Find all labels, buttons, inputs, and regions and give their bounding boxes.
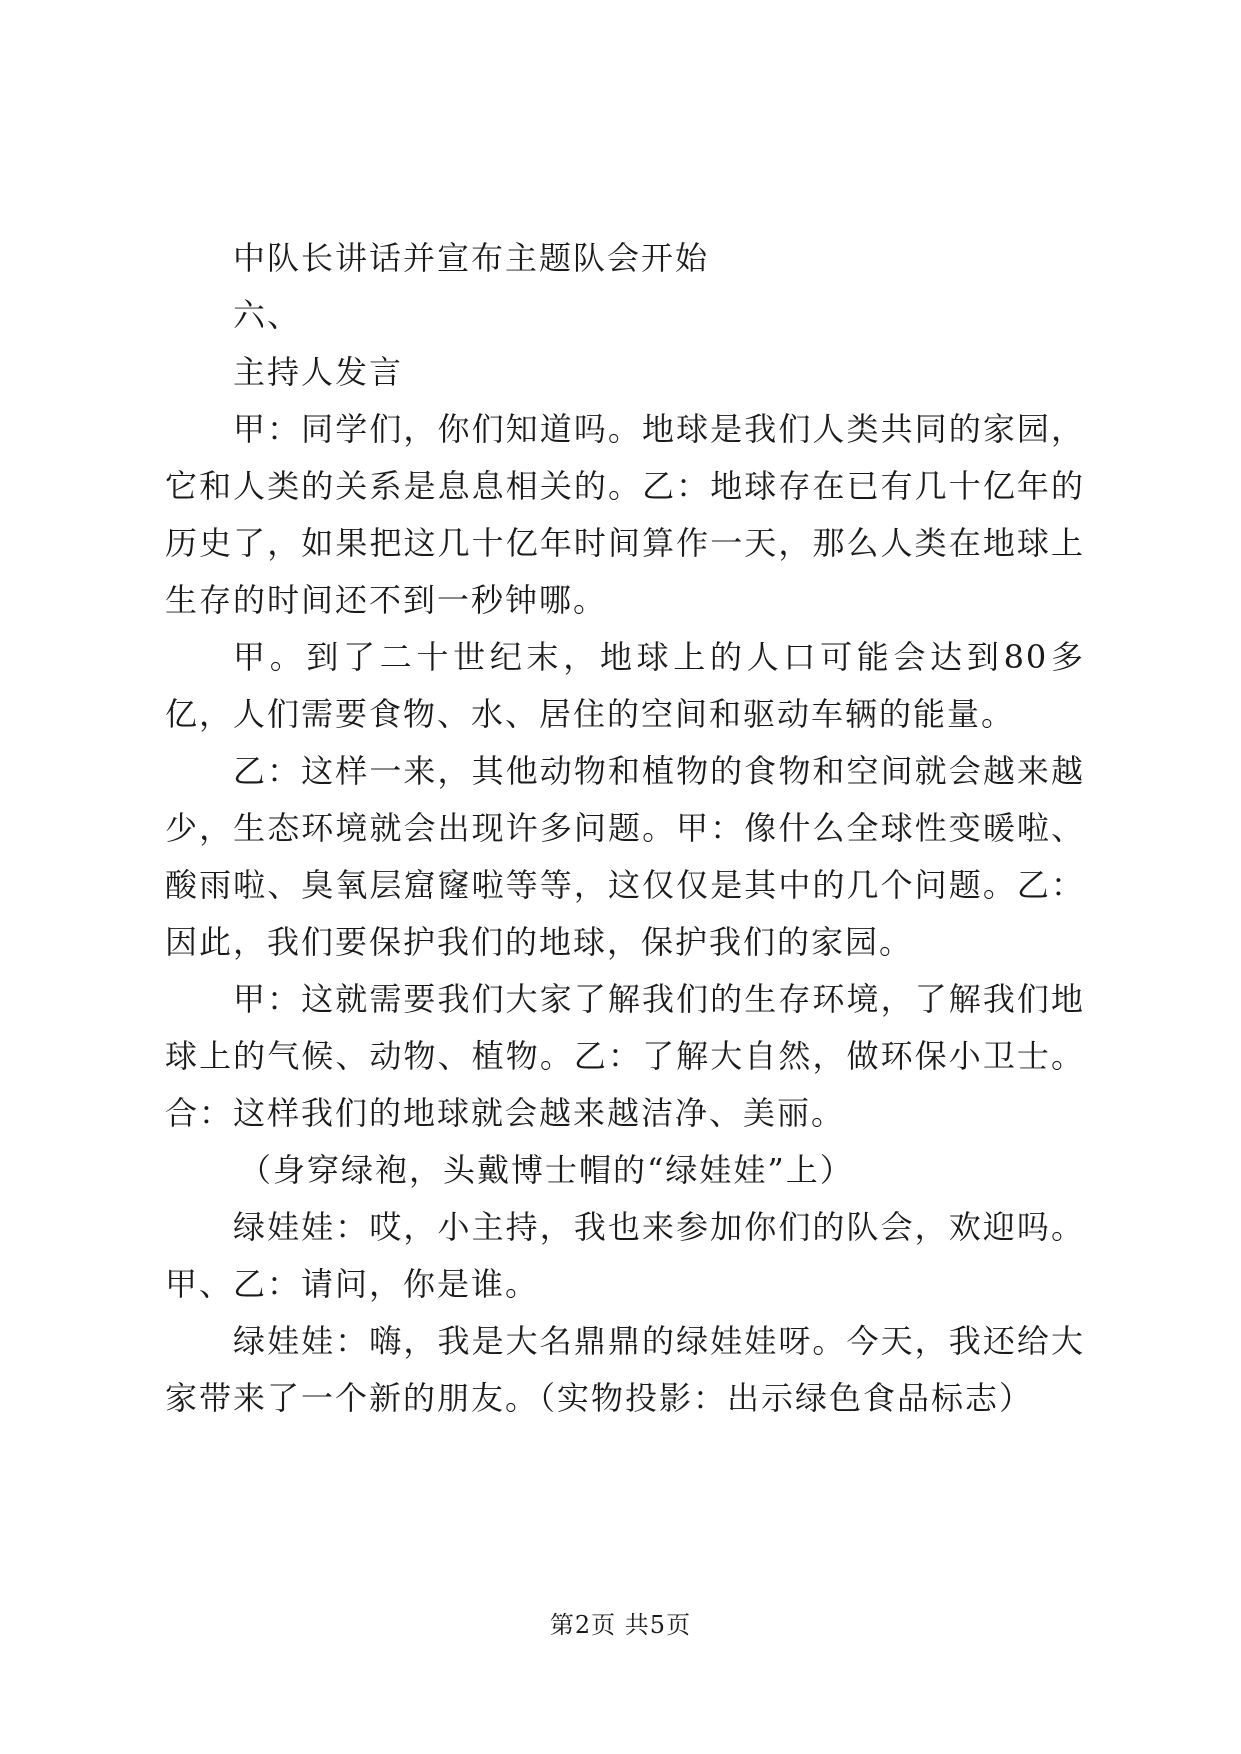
paragraph-dialogue: 甲：同学们，你们知道吗。地球是我们人类共同的家园，它和人类的关系是息息相关的。乙：地球存在已有几十亿年的历史了，如果把这几十亿年时间算作一天，那么人类在地球上生存的时间还不到一秒钟哪。 <box>165 410 1085 619</box>
document-body <box>165 230 1085 1427</box>
paragraph-dialogue: 绿娃娃：嗨，我是大名鼎鼎的绿娃娃呀。今天，我还给大家带来了一个新的朋友。（实物投影：出示绿色食品标志） <box>165 1322 1085 1417</box>
page-footer: 第2页 共5页 <box>549 1611 692 1639</box>
paragraph-dialogue: 甲。到了二十世纪末，地球上的人口可能会达到80多亿，人们需要食物、水、居住的空间和驱动车辆的能量。 <box>165 638 1085 733</box>
paragraph-dialogue: 甲：这就需要我们大家了解我们的生存环境，了解我们地球上的气候、动物、植物。乙：了解大自然，做环保小卫士。合：这样我们的地球就会越来越洁净、美丽。 <box>165 980 1085 1132</box>
paragraph-section-number: 六、 <box>233 296 302 334</box>
paragraph-section-title: 主持人发言 <box>233 353 404 391</box>
paragraph-dialogue: 绿娃娃：哎，小主持，我也来参加你们的队会，欢迎吗。甲、乙：请问，你是谁。 <box>165 1208 1085 1303</box>
paragraph-dialogue: 乙：这样一来，其他动物和植物的食物和空间就会越来越少，生态环境就会出现许多问题。甲：像什么全球性变暖啦、酸雨啦、臭氧层窟窿啦等等，这仅仅是其中的几个问题。乙：因此，我们要保护我们的地球，保护我们的家园。 <box>165 752 1085 961</box>
paragraph-heading: 中队长讲话并宣布主题队会开始 <box>233 239 710 277</box>
paragraph-stage-direction: （身穿绿袍，头戴博士帽的“绿娃娃”上） <box>239 1151 854 1189</box>
